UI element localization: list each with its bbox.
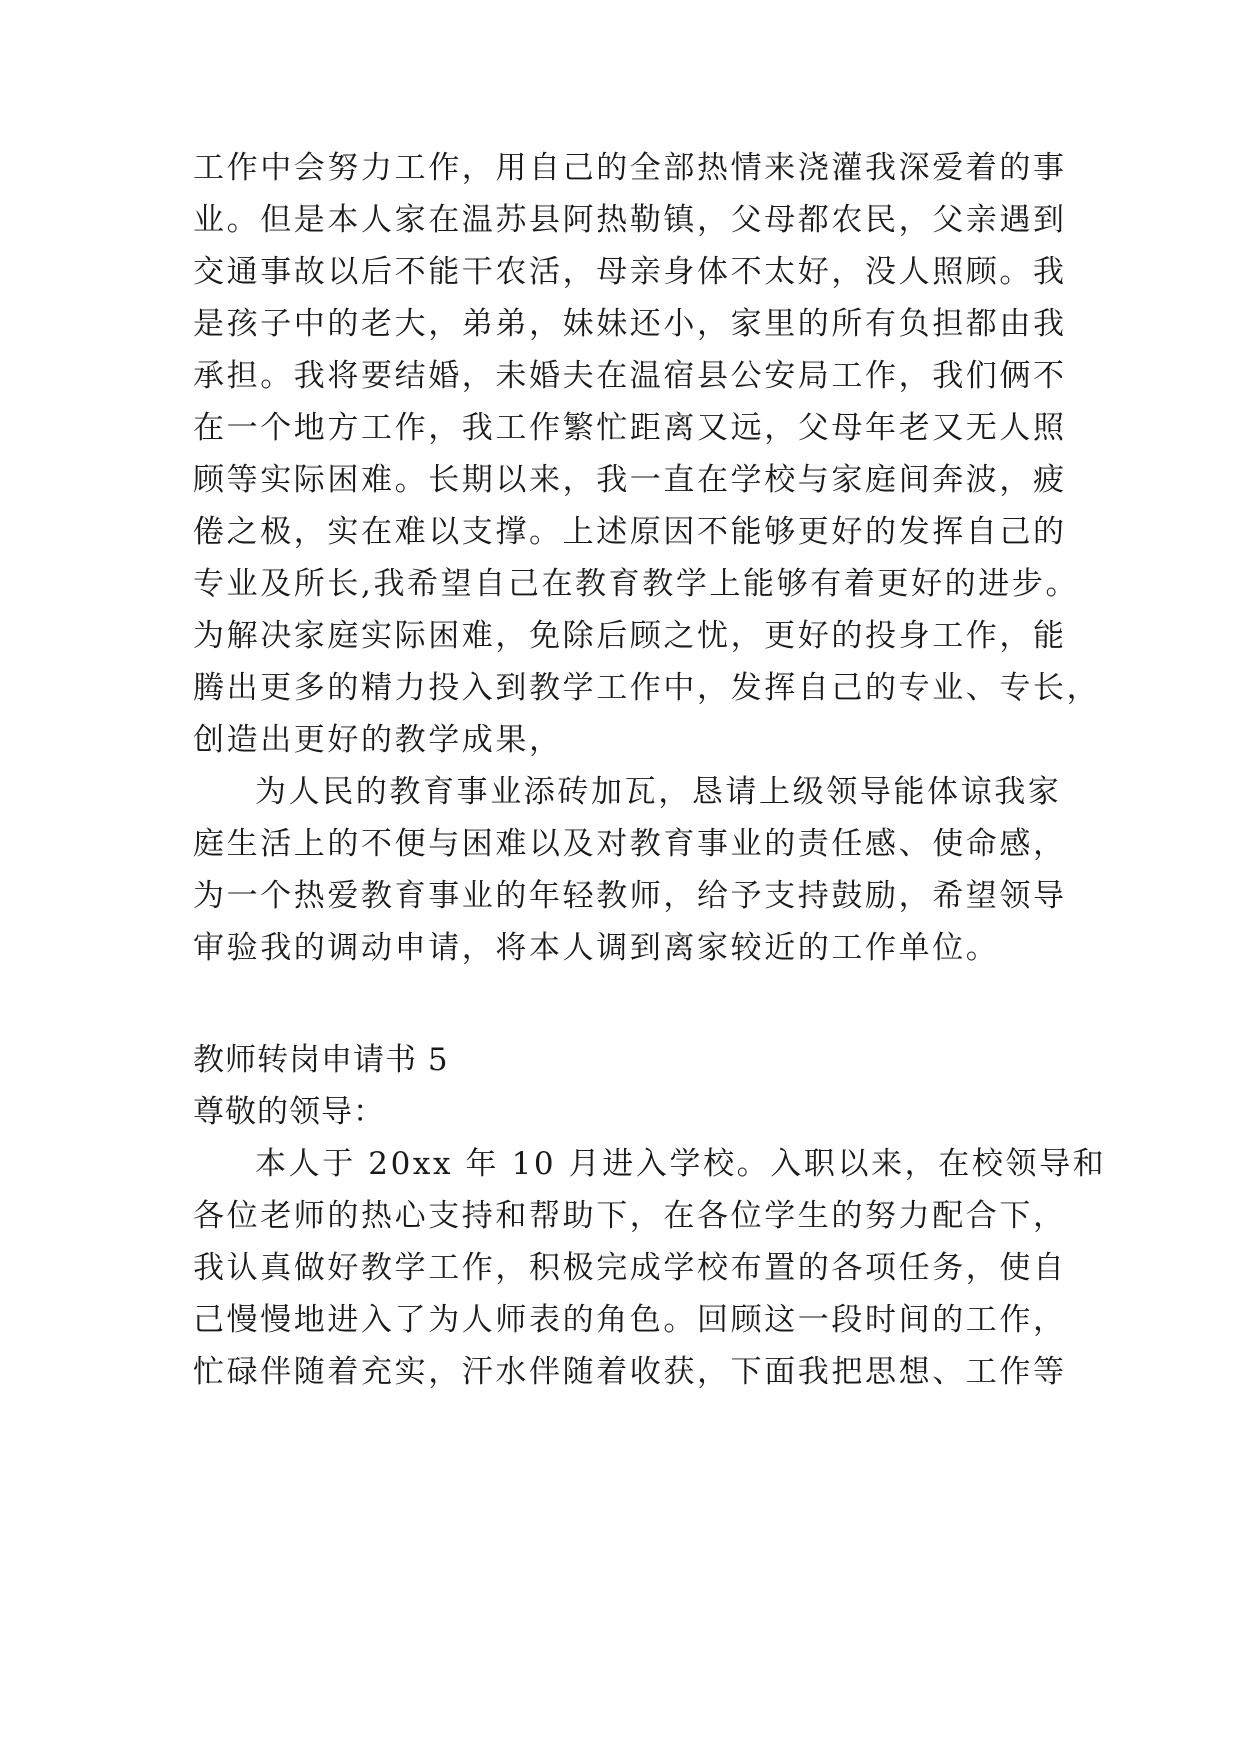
paragraph-line: 工作中会努力工作，用自己的全部热情来浇灌我深爱着的事 <box>193 150 1067 186</box>
paragraph-line: 己慢慢地进入了为人师表的角色。回顾这一段时间的工作， <box>193 1302 1067 1338</box>
paragraph-line: 创造出更好的教学成果， <box>193 722 563 758</box>
letter-salutation: 尊敬的领导： <box>193 1094 385 1130</box>
paragraph-line: 专业及所长,我希望自己在教育教学上能够有着更好的进步。 <box>193 566 1080 602</box>
letter-title: 教师转岗申请书 5 <box>193 1042 449 1078</box>
paragraph-line: 顾等实际困难。长期以来，我一直在学校与家庭间奔波，疲 <box>193 462 1067 498</box>
paragraph-line: 为一个热爱教育事业的年轻教师，给予支持鼓励，希望领导 <box>193 878 1067 914</box>
paragraph-line: 腾出更多的精力投入到教学工作中，发挥自己的专业、专长， <box>193 670 1101 706</box>
paragraph-line: 各位老师的热心支持和帮助下，在各位学生的努力配合下， <box>193 1198 1067 1234</box>
paragraph-line: 业。但是本人家在温苏县阿热勒镇，父母都农民，父亲遇到 <box>193 202 1067 238</box>
paragraph-line: 我认真做好教学工作，积极完成学校布置的各项任务，使自 <box>193 1250 1067 1286</box>
paragraph-line: 忙碌伴随着充实，汗水伴随着收获，下面我把思想、工作等 <box>193 1354 1067 1390</box>
paragraph-line: 是孩子中的老大，弟弟，妹妹还小，家里的所有负担都由我 <box>193 306 1067 342</box>
paragraph-line-indented: 为人民的教育事业添砖加瓦，恳请上级领导能体谅我家 <box>255 774 1062 810</box>
paragraph-line: 倦之极，实在难以支撑。上述原因不能够更好的发挥自己的 <box>193 514 1067 550</box>
paragraph-line: 在一个地方工作，我工作繁忙距离又远，父母年老又无人照 <box>193 410 1067 446</box>
paragraph-line: 为解决家庭实际困难，免除后顾之忧，更好的投身工作，能 <box>193 618 1067 654</box>
paragraph-line: 承担。我将要结婚，未婚夫在温宿县公安局工作，我们俩不 <box>193 358 1067 394</box>
paragraph-line: 庭生活上的不便与困难以及对教育事业的责任感、使命感， <box>193 826 1067 862</box>
paragraph-line-indented: 本人于 20xx 年 10 月进入学校。入职以来，在校领导和 <box>255 1146 1107 1182</box>
paragraph-line: 交通事故以后不能干农活，母亲身体不太好，没人照顾。我 <box>193 254 1067 290</box>
paragraph-line: 审验我的调动申请，将本人调到离家较近的工作单位。 <box>193 930 1000 966</box>
